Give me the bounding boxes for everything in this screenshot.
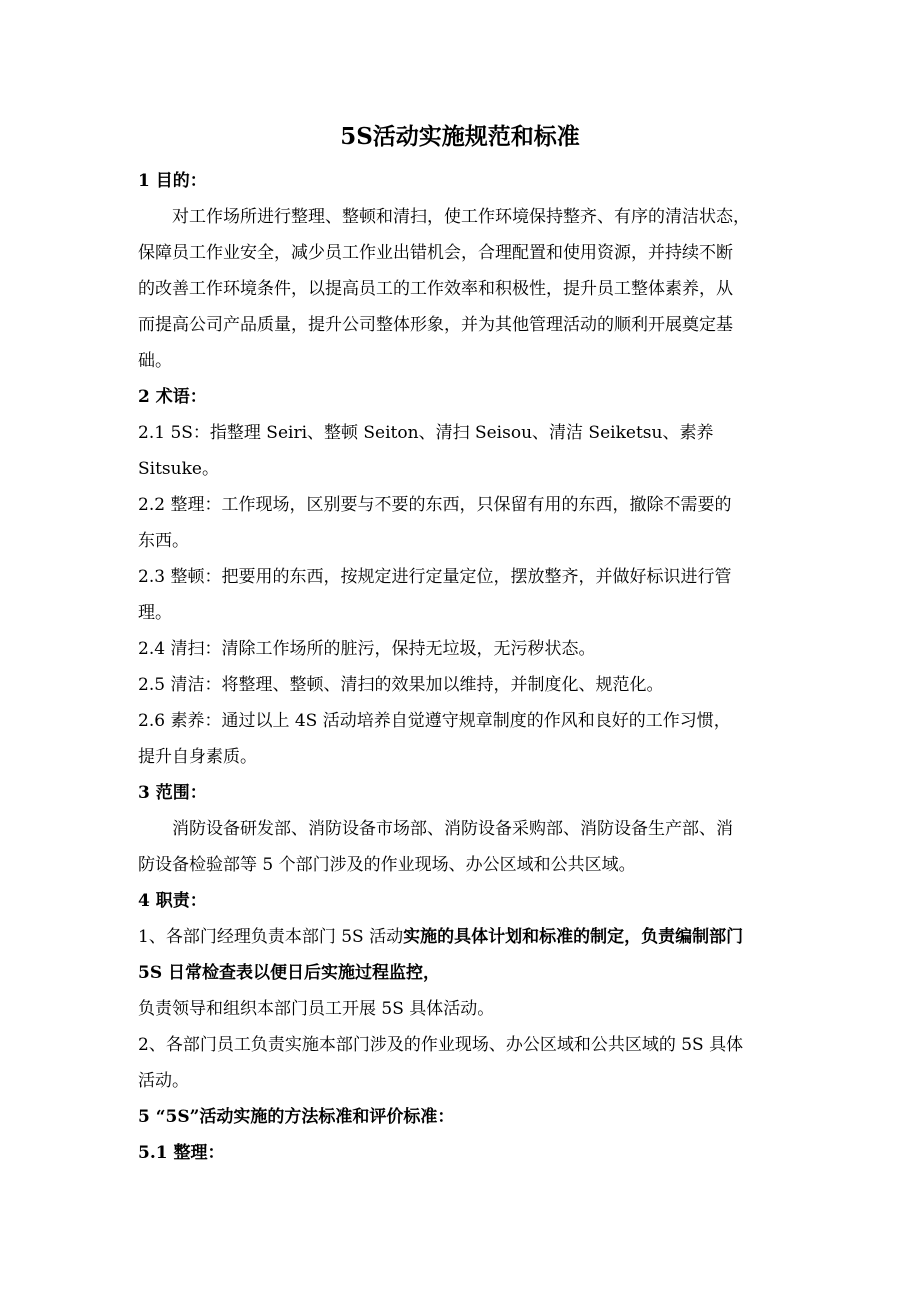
paragraph-line: 防设备检验部等 5 个部门涉及的作业现场、办公区域和公共区域。	[138, 855, 636, 875]
section-5-1-heading: 5.1 整理：	[138, 1143, 225, 1163]
term-line: 2.3 整顿：把要用的东西，按规定进行定量定位，摆放整齐，并做好标识进行管	[138, 567, 732, 587]
term-line: 2.2 整理：工作现场，区别要与不要的东西，只保留有用的东西，撤除不需要的	[138, 495, 732, 515]
term-line: 理。	[138, 603, 172, 623]
section-2-heading: 2 术语：	[138, 387, 207, 407]
term-line: 东西。	[138, 531, 189, 551]
section-3-heading: 3 范围：	[138, 783, 207, 803]
responsibility-line: 2、各部门员工负责实施本部门涉及的作业现场、办公区域和公共区域的 5S 具体	[138, 1035, 744, 1055]
term-line: 2.4 清扫：清除工作场所的脏污，保持无垃圾，无污秽状态。	[138, 639, 596, 659]
responsibility-line: 活动。	[138, 1071, 189, 1091]
term-line: 2.1 5S：指整理 Seiri、整顿 Seiton、清扫 Seisou、清洁 Seiketsu、素养	[138, 423, 714, 443]
responsibility-line	[138, 919, 788, 955]
responsibility-line: 负责领导和组织本部门员工开展 5S 具体活动。	[138, 999, 495, 1019]
section-5-heading: 5 “5S”活动实施的方法标准和评价标准：	[138, 1107, 455, 1127]
paragraph-line: 础。	[138, 351, 172, 371]
paragraph-line: 保障员工作业安全，减少员工作业出错机会，合理配置和使用资源，并持续不断	[138, 243, 733, 263]
paragraph-line: 消防设备研发部、消防设备市场部、消防设备采购部、消防设备生产部、消	[172, 819, 733, 839]
term-line: 2.5 清洁：将整理、整顿、清扫的效果加以维持，并制度化、规范化。	[138, 675, 664, 695]
responsibility-bold-line: 5S 日常检查表以便日后实施过程监控，	[138, 963, 441, 983]
term-line: 提升自身素质。	[138, 747, 257, 767]
term-line: 2.6 素养：通过以上 4S 活动培养自觉遵守规章制度的作风和良好的工作习惯，	[138, 711, 731, 731]
paragraph-line: 而提高公司产品质量，提升公司整体形象，并为其他管理活动的顺利开展奠定基	[138, 315, 733, 335]
term-line: Sitsuke。	[138, 459, 219, 479]
paragraph-line: 对工作场所进行整理、整顿和清扫，使工作环境保持整齐、有序的清洁状态，	[172, 207, 750, 227]
section-1-heading: 1 目的：	[138, 171, 207, 191]
responsibility-bold-text: 实施的具体计划和标准的制定，负责编制部门	[403, 927, 744, 947]
paragraph-line: 的改善工作环境条件，以提高员工的工作效率和积极性，提升员工整体素养，从	[138, 279, 733, 299]
document-title: 5S活动实施规范和标准	[340, 123, 580, 150]
responsibility-text: 1、各部门经理负责本部门 5S 活动	[138, 927, 404, 947]
document-body	[138, 163, 788, 1171]
section-4-heading: 4 职责：	[138, 891, 207, 911]
